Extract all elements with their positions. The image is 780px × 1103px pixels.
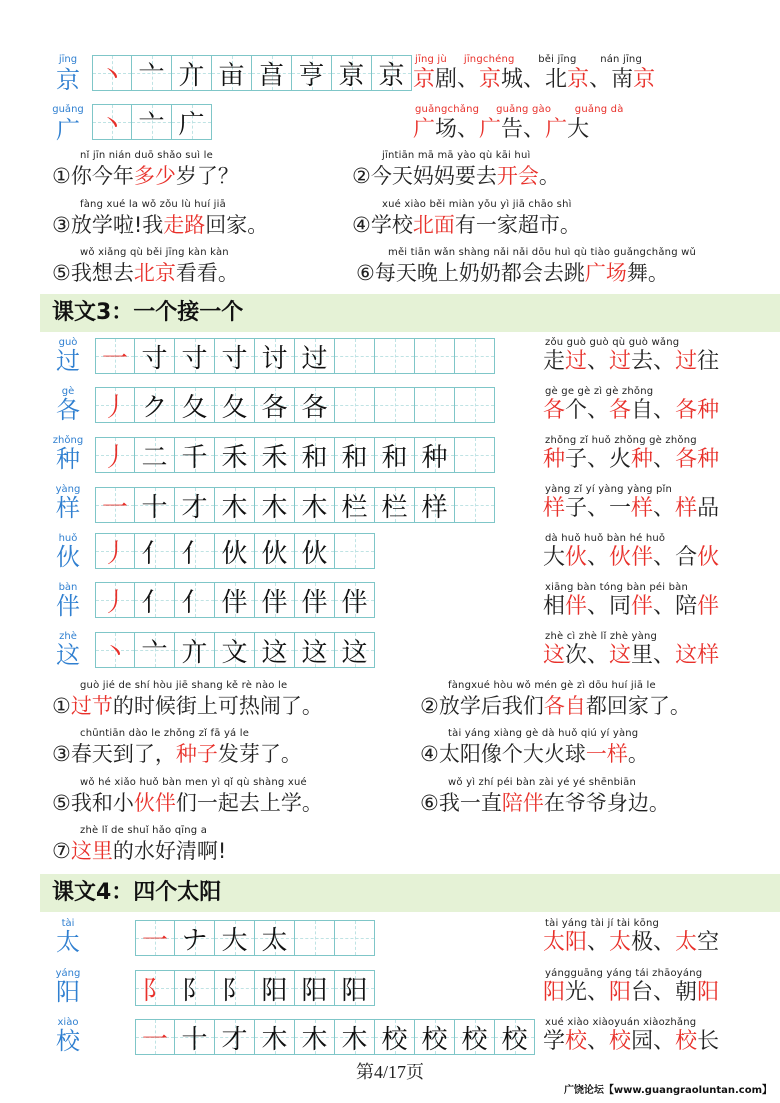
stroke-cell: 亻 — [175, 533, 215, 569]
stroke-cell: 阝 — [175, 970, 215, 1006]
stroke-grid — [95, 632, 375, 668]
stroke-cell — [335, 533, 375, 569]
char-pinyin: yáng — [55, 968, 81, 979]
char-heading: 样 — [56, 494, 80, 522]
words-pinyin: xiāng bàn tóng bàn péi bàn — [545, 582, 689, 593]
char-pinyin: gè — [61, 386, 75, 397]
char-pinyin: huǒ — [58, 533, 78, 544]
stroke-cell: 亻 — [135, 533, 175, 569]
stroke-cell: 千 — [175, 437, 215, 473]
words-pinyin: yàng zǐ yí yàng yàng pǐn — [545, 484, 673, 495]
stroke-cell: 这 — [295, 632, 335, 668]
stroke-cell: 才 — [175, 487, 215, 523]
stroke-cell: 丶 — [92, 55, 132, 91]
stroke-grid — [95, 437, 495, 473]
stroke-cell: 一 — [135, 1019, 175, 1055]
stroke-cell: 二 — [135, 437, 175, 473]
sentence: ④学校北面有一家超市。 — [352, 213, 581, 237]
stroke-cell: 寸 — [135, 338, 175, 374]
stroke-cell — [335, 387, 375, 423]
stroke-cell: 十 — [135, 487, 175, 523]
stroke-cell: 夂 — [215, 387, 255, 423]
sentence-pinyin: wǒ yì zhí péi bàn zài yé yé shēnbiān — [448, 777, 637, 788]
stroke-cell — [415, 338, 455, 374]
sentence-pinyin: xué xiào běi miàn yǒu yì jiā chāo shì — [382, 199, 572, 210]
stroke-cell: 太 — [255, 920, 295, 956]
stroke-cell: 和 — [375, 437, 415, 473]
stroke-cell: 伙 — [295, 533, 335, 569]
stroke-cell: 亨 — [292, 55, 332, 91]
stroke-cell: 伴 — [295, 582, 335, 618]
stroke-grid — [95, 582, 375, 618]
stroke-cell: 种 — [415, 437, 455, 473]
stroke-cell: 丿 — [95, 533, 135, 569]
stroke-cell: 亣 — [175, 632, 215, 668]
stroke-cell: 亻 — [135, 582, 175, 618]
lesson4-title: 课文4：四个太阳 — [40, 874, 780, 912]
stroke-grid — [95, 533, 375, 569]
stroke-grid — [95, 487, 495, 523]
stroke-cell: 木 — [215, 487, 255, 523]
words-row: 学校、校园、校长 — [543, 1029, 720, 1054]
watermark: 广饶论坛【www.guangraoluntan.com】 — [563, 1085, 772, 1096]
char-heading: 种 — [56, 445, 80, 473]
stroke-cell: 样 — [415, 487, 455, 523]
stroke-cell — [335, 338, 375, 374]
stroke-cell: 丶 — [95, 632, 135, 668]
char-heading: 阳 — [56, 978, 80, 1006]
stroke-cell: 木 — [295, 487, 335, 523]
char-heading: 太 — [56, 928, 80, 956]
sentence-pinyin: fàngxué hòu wǒ mén gè zì dōu huí jiā le — [448, 680, 656, 691]
sentence: ⑤我想去北京看看。 — [52, 261, 239, 285]
char-pinyin: jīng — [58, 54, 78, 65]
stroke-cell: 木 — [335, 1019, 375, 1055]
sentence-pinyin: tài yáng xiàng gè dà huǒ qiú yí yàng — [448, 728, 639, 739]
words-pinyin: jīng jù jīngchéng běi jīng nán jīng — [415, 54, 643, 65]
words-pinyin: xué xiào xiàoyuán xiàozhǎng — [545, 1017, 697, 1028]
char-pinyin: guǎng — [52, 104, 84, 115]
stroke-cell: 寸 — [215, 338, 255, 374]
words-pinyin: zhè cì zhè lǐ zhè yàng — [545, 631, 658, 642]
stroke-cell: 亣 — [172, 55, 212, 91]
char-pinyin: zhè — [59, 631, 77, 642]
stroke-cell: 各 — [295, 387, 335, 423]
char-heading: 这 — [56, 641, 80, 669]
stroke-cell: 木 — [295, 1019, 335, 1055]
stroke-cell: 栏 — [335, 487, 375, 523]
sentence: ①你今年多少岁了？ — [52, 164, 239, 188]
stroke-cell: 栏 — [375, 487, 415, 523]
stroke-grid — [135, 970, 375, 1006]
page-number: 第4/17页 — [355, 1062, 424, 1082]
stroke-cell: 阝 — [215, 970, 255, 1006]
sentence: ④太阳像个大火球一样。 — [420, 742, 649, 766]
stroke-cell: 讨 — [255, 338, 295, 374]
sentence: ③春天到了，种子发芽了。 — [52, 742, 302, 766]
char-heading: 过 — [56, 347, 80, 375]
words-row: 太阳、太极、太空 — [543, 930, 720, 955]
stroke-cell: 京 — [372, 55, 412, 91]
words-row: 京剧、京城、北京、南京 — [413, 67, 656, 92]
stroke-cell: 一 — [135, 920, 175, 956]
stroke-cell: 丿 — [95, 387, 135, 423]
char-heading: 校 — [56, 1027, 80, 1055]
char-pinyin: tài — [61, 918, 75, 929]
sentence-pinyin: guò jié de shí hòu jiē shang kě rè nào le — [80, 680, 288, 691]
sentence: ③放学啦!我走路回家。 — [52, 213, 269, 237]
char-pinyin: xiào — [57, 1017, 79, 1028]
char-pinyin: zhǒng — [52, 435, 84, 446]
stroke-cell: 丿 — [95, 582, 135, 618]
sentence-pinyin: jīntiān mā mā yào qù kāi huì — [382, 150, 531, 161]
stroke-cell: 校 — [415, 1019, 455, 1055]
stroke-cell: 和 — [335, 437, 375, 473]
words-row: 走过、过去、过往 — [543, 349, 720, 374]
stroke-cell: 木 — [255, 487, 295, 523]
words-row: 广场、广告、广大 — [413, 117, 590, 142]
words-row: 相伴、同伴、陪伴 — [543, 594, 720, 619]
stroke-cell: 阳 — [295, 970, 335, 1006]
sentence-pinyin: wǒ xiǎng qù běi jīng kàn kàn — [80, 247, 229, 258]
sentence-pinyin: nǐ jīn nián duō shǎo suì le — [80, 150, 213, 161]
words-pinyin: tài yáng tài jí tài kōng — [545, 918, 660, 929]
char-heading: 广 — [56, 116, 80, 144]
stroke-cell: 亠 — [132, 104, 172, 140]
words-row: 这次、这里、这样 — [543, 643, 720, 668]
stroke-cell: 校 — [375, 1019, 415, 1055]
char-pinyin: bàn — [58, 582, 78, 593]
stroke-cell — [455, 437, 495, 473]
stroke-cell: 过 — [295, 338, 335, 374]
lesson3-title: 课文3：一个接一个 — [40, 294, 780, 332]
stroke-cell: 大 — [215, 920, 255, 956]
words-row: 种子、火种、各种 — [543, 447, 720, 472]
stroke-cell: 一 — [95, 338, 135, 374]
stroke-cell: 伴 — [215, 582, 255, 618]
stroke-cell: 木 — [255, 1019, 295, 1055]
stroke-cell: 寸 — [175, 338, 215, 374]
stroke-cell — [335, 920, 375, 956]
stroke-cell: 校 — [455, 1019, 495, 1055]
sentence: ②今天妈妈要去开会。 — [352, 164, 560, 188]
sentence-pinyin: zhè lǐ de shuǐ hǎo qīng a — [80, 825, 208, 836]
words-row: 各个、各自、各种 — [543, 398, 720, 423]
stroke-cell: 这 — [335, 632, 375, 668]
stroke-grid — [135, 1019, 535, 1055]
stroke-cell: 伴 — [335, 582, 375, 618]
words-pinyin: gè ge gè zì gè zhǒng — [545, 386, 654, 397]
stroke-grid — [92, 55, 412, 91]
stroke-cell: 亯 — [252, 55, 292, 91]
stroke-cell: 伙 — [215, 533, 255, 569]
char-pinyin: guò — [58, 337, 78, 348]
sentence: ②放学后我们各自都回家了。 — [420, 694, 691, 718]
stroke-cell: 伴 — [255, 582, 295, 618]
stroke-cell: 阳 — [255, 970, 295, 1006]
stroke-cell: 亰 — [332, 55, 372, 91]
sentence-pinyin: fàng xué la wǒ zǒu lù huí jiā — [80, 199, 226, 210]
stroke-cell: 亩 — [212, 55, 252, 91]
sentence: ⑥每天晚上奶奶都会去跳广场舞。 — [356, 261, 669, 285]
sentence-pinyin: wǒ hé xiǎo huǒ bàn men yì qǐ qù shàng xué — [80, 777, 307, 788]
stroke-cell: 亻 — [175, 582, 215, 618]
stroke-cell — [455, 338, 495, 374]
stroke-grid — [95, 338, 495, 374]
words-pinyin: zhǒng zǐ huǒ zhǒng gè zhǒng — [545, 435, 697, 446]
char-heading: 京 — [56, 66, 80, 94]
stroke-cell — [455, 387, 495, 423]
sentence-pinyin: měi tiān wǎn shàng nǎi nǎi dōu huì qù tiào guǎngchǎng wǔ — [388, 247, 697, 258]
words-pinyin: guǎngchǎng guǎng gào guǎng dà — [415, 104, 624, 115]
stroke-cell: 禾 — [215, 437, 255, 473]
sentence: ①过节的时候街上可热闹了。 — [52, 694, 323, 718]
stroke-cell: 阝 — [135, 970, 175, 1006]
words-pinyin: yángguāng yáng tái zhāoyáng — [545, 968, 703, 979]
words-row: 大伙、伙伴、合伙 — [543, 545, 720, 570]
stroke-grid — [95, 387, 495, 423]
stroke-cell: 亠 — [132, 55, 172, 91]
stroke-cell: 禾 — [255, 437, 295, 473]
stroke-cell: 广 — [172, 104, 212, 140]
stroke-cell: ナ — [175, 920, 215, 956]
char-heading: 伴 — [56, 592, 80, 620]
stroke-cell: 一 — [95, 487, 135, 523]
char-heading: 各 — [56, 396, 80, 424]
sentence-pinyin: chūntiān dào le zhǒng zǐ fā yá le — [80, 728, 250, 739]
char-pinyin: yàng — [55, 484, 81, 495]
sentence: ⑦这里的水好清啊! — [52, 839, 227, 863]
stroke-cell: 十 — [175, 1019, 215, 1055]
stroke-cell: 各 — [255, 387, 295, 423]
stroke-cell: 伙 — [255, 533, 295, 569]
stroke-cell — [295, 920, 335, 956]
stroke-cell: 和 — [295, 437, 335, 473]
stroke-cell: 夂 — [175, 387, 215, 423]
stroke-grid — [135, 920, 375, 956]
stroke-cell: 阳 — [335, 970, 375, 1006]
words-row: 样子、一样、样品 — [543, 496, 720, 521]
stroke-cell: 校 — [495, 1019, 535, 1055]
sentence: ⑤我和小伙伴们一起去上学。 — [52, 791, 323, 815]
words-pinyin: dà huǒ huǒ bàn hé huǒ — [545, 533, 666, 544]
words-pinyin: zǒu guò guò qù guò wǎng — [545, 337, 680, 348]
stroke-cell: ク — [135, 387, 175, 423]
stroke-cell: 文 — [215, 632, 255, 668]
stroke-cell: 丶 — [92, 104, 132, 140]
stroke-cell: 这 — [255, 632, 295, 668]
stroke-cell — [455, 487, 495, 523]
stroke-cell — [415, 387, 455, 423]
stroke-cell: 丿 — [95, 437, 135, 473]
char-heading: 伙 — [56, 543, 80, 571]
stroke-cell: 亠 — [135, 632, 175, 668]
words-row: 阳光、阳台、朝阳 — [543, 980, 720, 1005]
stroke-cell: 才 — [215, 1019, 255, 1055]
stroke-grid — [92, 104, 212, 140]
sentence: ⑥我一直陪伴在爷爷身边。 — [420, 791, 670, 815]
stroke-cell — [375, 338, 415, 374]
stroke-cell — [375, 387, 415, 423]
